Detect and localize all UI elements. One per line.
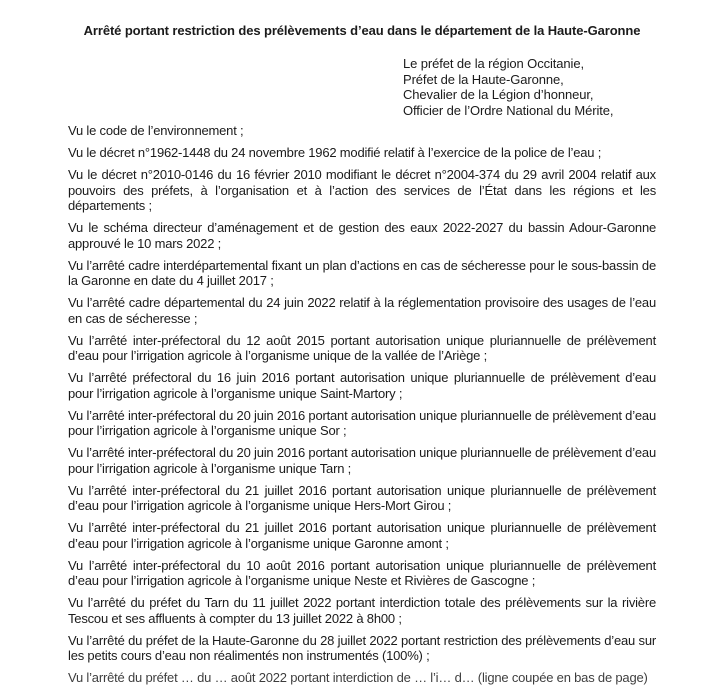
vu-paragraph: Vu le décret n°2010-0146 du 16 février 2010 modifiant le décret n°2004-374 du 29 avril 2004 relatif aux pouvoirs des préfets, à l’organisation et à l’action des services de l’État dans les régions et les départements ; — [68, 167, 656, 213]
vu-paragraph: Vu l’arrêté inter-préfectoral du 20 juin 2016 portant autorisation unique pluriannuelle de prélèvement d’eau pour l’irrigation agricole à l’organisme unique Tarn ; — [68, 445, 656, 476]
issuer-line: Officier de l’Ordre National du Mérite, — [403, 102, 614, 118]
vu-paragraph-clipped: Vu l’arrêté du préfet … du … août 2022 portant interdiction de … l’i… d… (ligne coupée en bas de page) — [68, 670, 648, 685]
vu-paragraph: Vu l’arrêté inter-préfectoral du 10 août 2016 portant autorisation unique pluriannuelle de prélèvement d’eau pour l’irrigation agricole à l’organisme unique Neste et Rivières de Gascogne ; — [68, 557, 656, 588]
vu-paragraph: Vu le code de l’environnement ; — [68, 123, 244, 138]
vu-paragraph: Vu l’arrêté du préfet du Tarn du 11 juillet 2022 portant interdiction totale des prélèvements sur la rivière Tescou et ses affluents à compter du 13 juillet 2022 à 8h00 ; — [68, 595, 656, 626]
vu-paragraph: Vu l’arrêté préfectoral du 16 juin 2016 portant autorisation unique pluriannuelle de prélèvement d’eau pour l’irrigation agricole à l’organisme unique Saint-Martory ; — [68, 370, 656, 401]
document-title: Arrêté portant restriction des prélèvements d’eau dans le département de la Haute-Garonne — [83, 23, 641, 38]
vu-paragraph: Vu l’arrêté inter-préfectoral du 21 juillet 2016 portant autorisation unique pluriannuelle de prélèvement d’eau pour l’irrigation agricole à l’organisme unique Garonne amont ; — [68, 520, 656, 551]
issuer-line: Le préfet de la région Occitanie, — [403, 56, 584, 71]
vu-paragraph: Vu l’arrêté inter-préfectoral du 21 juillet 2016 portant autorisation unique pluriannuelle de prélèvement d’eau pour l’irrigation agricole à l’organisme unique Hers-Mort Girou ; — [68, 482, 656, 513]
document-body — [68, 123, 656, 686]
issuer-line: Préfet de la Haute-Garonne, — [403, 71, 564, 87]
vu-paragraph: Vu l’arrêté du préfet de la Haute-Garonne du 28 juillet 2022 portant restriction des prélèvements d’eau sur les petits cours d’eau non réalimentés non instrumentés (100%) ; — [68, 632, 656, 663]
vu-paragraph: Vu l’arrêté inter-préfectoral du 12 août 2015 portant autorisation unique pluriannuelle de prélèvement d’eau pour l’irrigation agricole à l’organisme unique de la vallée de l’Ariège ; — [68, 332, 656, 363]
vu-paragraph: Vu l’arrêté inter-préfectoral du 20 juin 2016 portant autorisation unique pluriannuelle de prélèvement d’eau pour l’irrigation agricole à l’organisme unique Sor ; — [68, 407, 656, 438]
issuer-block — [403, 56, 656, 118]
vu-paragraph: Vu l’arrêté cadre interdépartemental fixant un plan d’actions en cas de sécheresse pour le sous-bassin de la Garonne en date du 4 juillet 2017 ; — [68, 257, 656, 288]
vu-paragraph: Vu l’arrêté cadre départemental du 24 juin 2022 relatif à la réglementation provisoire des usages de l’eau en cas de sécheresse ; — [68, 295, 656, 326]
vu-paragraph: Vu le décret n°1962-1448 du 24 novembre 1962 modifié relatif à l’exercice de la police de l’eau ; — [68, 145, 602, 160]
issuer-line: Chevalier de la Légion d’honneur, — [403, 87, 594, 102]
vu-paragraph: Vu le schéma directeur d’aménagement et de gestion des eaux 2022-2027 du bassin Adour-Garonne approuvé le 10 mars 2022 ; — [68, 220, 656, 251]
